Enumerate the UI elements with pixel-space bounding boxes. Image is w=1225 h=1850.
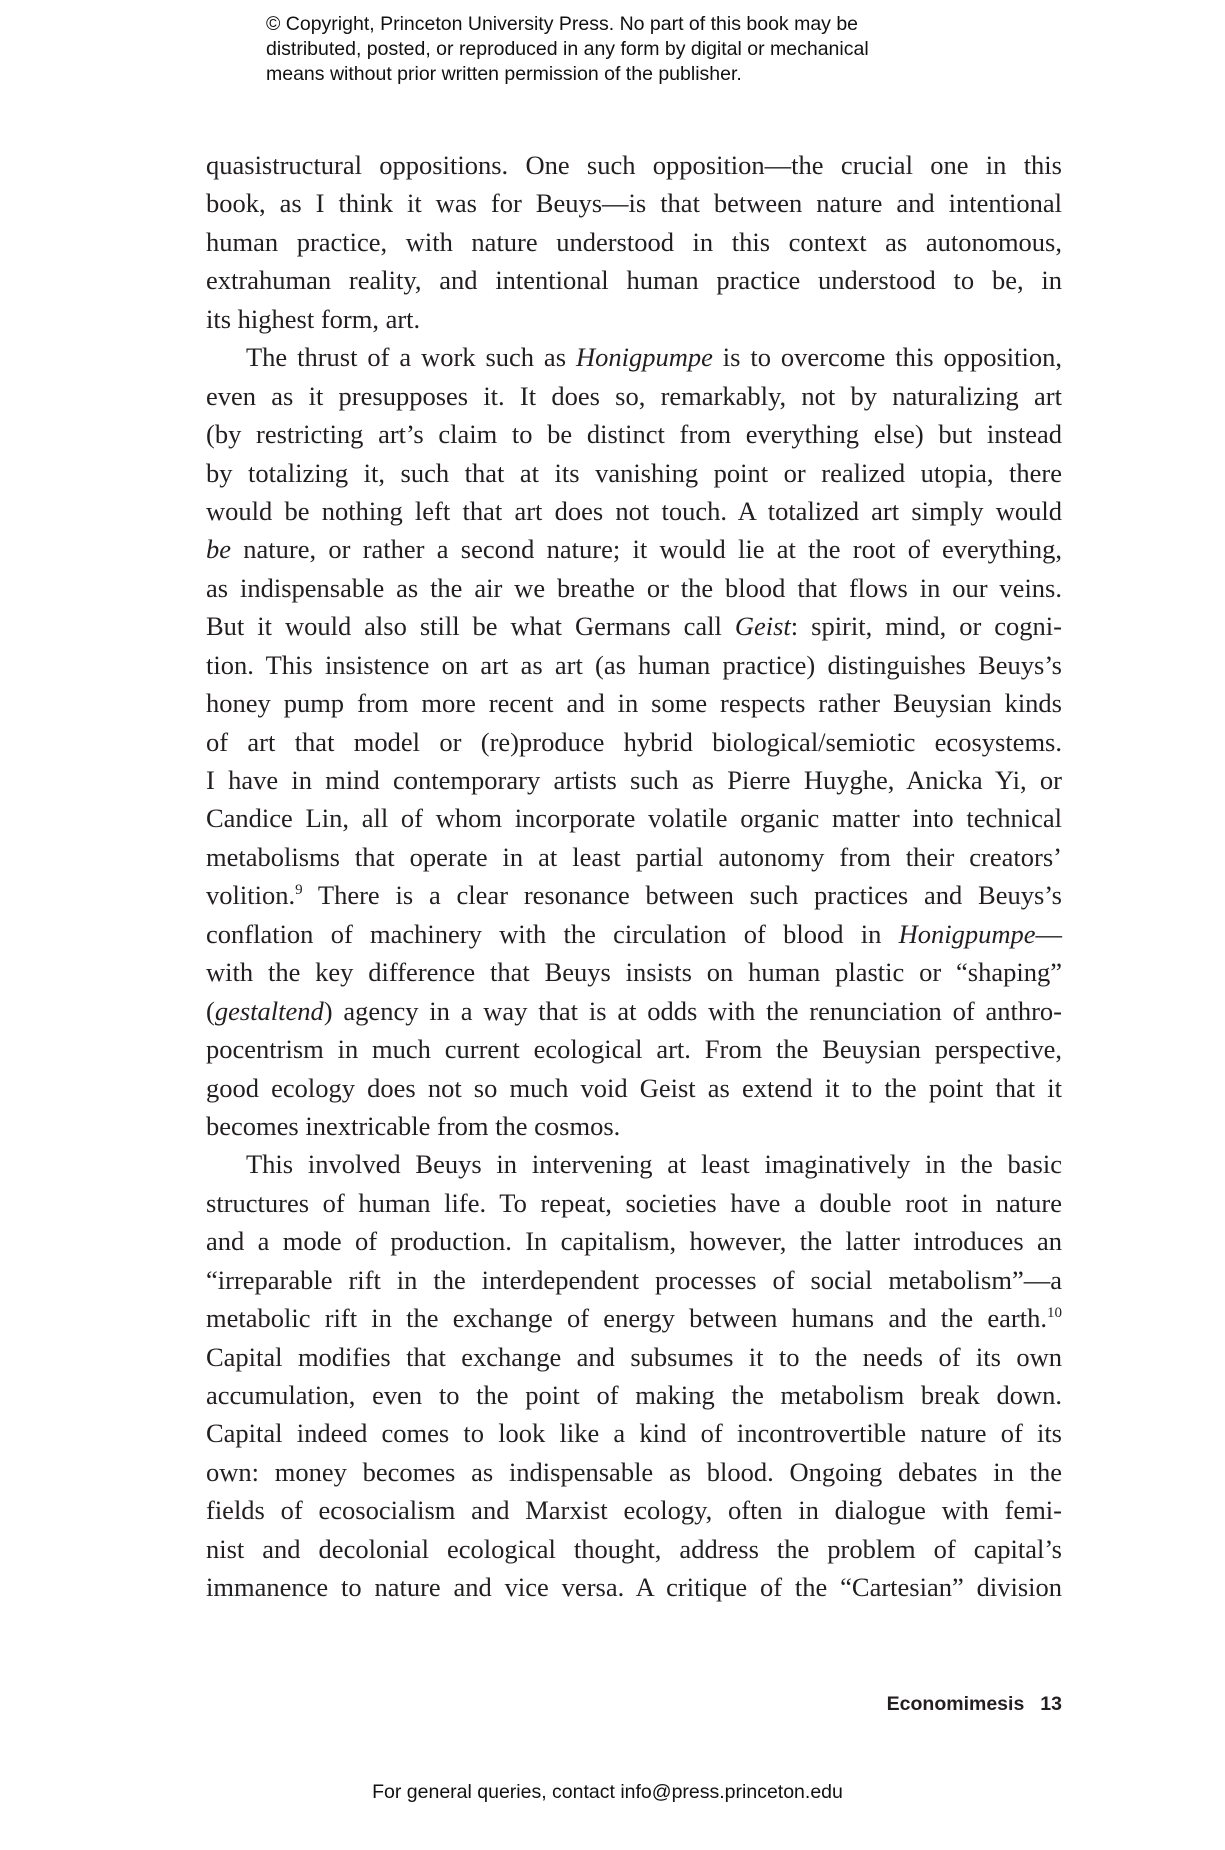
text-segment: There is a clear resonance between such practices and Beuys’s	[302, 880, 1062, 911]
text-segment: honey pump from more recent and in some respects rather Beuysian kinds	[206, 688, 1062, 719]
text-segment: book, as I think it was for Beuys—is that between nature and intentional	[206, 188, 1062, 219]
text-line	[206, 415, 1062, 453]
text-line	[206, 1222, 1062, 1260]
text-segment: nature, or rather a second nature; it would lie at the root of everything,	[231, 534, 1062, 565]
text-segment: with the key difference that Beuys insists on human plastic or “shaping”	[206, 957, 1062, 988]
text-line	[206, 1338, 1062, 1376]
text-segment: nist and decolonial ecological thought, address the problem of capital’s	[206, 1533, 1062, 1564]
text-segment: Capital indeed comes to look like a kind of incontrovertible nature of its	[206, 1418, 1062, 1449]
text-line	[206, 492, 1062, 530]
running-foot-title: Economimesis	[886, 1693, 1025, 1715]
text-line	[206, 723, 1062, 761]
text-segment: metabolic rift in the exchange of energy between humans and the earth.	[206, 1303, 1047, 1334]
copyright-line: distributed, posted, or reproduced in any form by digital or mechanical	[266, 38, 869, 60]
text-segment: Candice Lin, all of whom incorporate volatile organic matter into technical	[206, 803, 1062, 834]
text-segment: But it would also still be what Germans call	[206, 611, 735, 642]
text-line	[206, 1414, 1062, 1452]
text-segment: own: money becomes as indispensable as blood. Ongoing debates in the	[206, 1456, 1062, 1487]
text-segment: ) agency in a way that is at odds with the renunciation of anthro-	[323, 995, 1062, 1026]
text-segment: immanence to nature and vice versa. A critique of the “Cartesian” division	[206, 1572, 1062, 1603]
running-foot	[887, 1693, 1062, 1716]
text-line	[206, 876, 1062, 914]
text-line	[206, 1453, 1062, 1491]
copyright-notice	[266, 12, 1026, 87]
text-segment: becomes inextricable from the cosmos.	[206, 1110, 621, 1141]
body-text	[206, 146, 1062, 1607]
text-segment: of art that model or (re)produce hybrid biological/semiotic ecosystems.	[206, 726, 1062, 757]
text-line	[206, 1299, 1062, 1337]
text-segment: would be nothing left that art does not touch. A totalized art simply would	[206, 495, 1062, 526]
italic-text: Honigpumpe	[898, 918, 1036, 949]
text-segment: its highest form, art.	[206, 303, 421, 334]
text-segment: is to overcome this opposition,	[712, 342, 1063, 373]
text-segment: even as it presupposes it. It does so, remarkably, not by naturalizing art	[206, 380, 1062, 411]
text-segment: —	[1035, 918, 1062, 949]
text-line	[206, 300, 1062, 338]
text-line	[206, 1568, 1062, 1606]
text-line	[206, 992, 1062, 1030]
text-line	[206, 454, 1062, 492]
text-segment: (	[206, 995, 215, 1026]
text-segment: structures of human life. To repeat, societies have a double root in nature	[206, 1187, 1062, 1218]
italic-text: Geist	[734, 611, 791, 642]
text-segment: “irreparable rift in the interdependent processes of social metabolism”—a	[206, 1264, 1062, 1295]
italic-text: be	[206, 534, 232, 565]
text-segment: fields of ecosocialism and Marxist ecology, often in dialogue with femi-	[206, 1495, 1062, 1526]
text-segment: I have in mind contemporary artists such as Pierre Huyghe, Anicka Yi, or	[206, 765, 1062, 795]
text-line	[206, 1069, 1062, 1107]
text-line	[206, 569, 1062, 607]
text-line	[206, 377, 1062, 415]
text-line	[206, 1491, 1062, 1529]
text-line	[206, 530, 1062, 568]
text-segment: accumulation, even to the point of making the metabolism break down.	[206, 1380, 1062, 1410]
text-segment: metabolisms that operate in at least partial autonomy from their creators’	[206, 841, 1062, 872]
text-segment: and a mode of production. In capitalism, however, the latter introduces an	[206, 1226, 1062, 1257]
text-line	[206, 1107, 1062, 1145]
text-segment: good ecology does not so much void Geist as extend it to the point that it	[206, 1072, 1062, 1103]
text-line	[206, 1184, 1062, 1222]
text-line	[206, 1530, 1062, 1568]
text-line	[206, 146, 1062, 184]
text-segment: conflation of machinery with the circulation of blood in	[206, 918, 899, 949]
text-line	[206, 184, 1062, 222]
text-line	[206, 953, 1062, 991]
text-segment: (by restricting art’s claim to be distinct from everything else) but instead	[206, 419, 1062, 450]
text-line	[206, 261, 1062, 299]
text-line	[206, 684, 1062, 722]
text-line	[206, 338, 1062, 376]
text-line	[206, 799, 1062, 837]
text-segment: tion. This insistence on art as art (as human practice) distinguishes Beuys’s	[206, 649, 1062, 680]
text-line	[206, 838, 1062, 876]
text-line	[206, 646, 1062, 684]
text-segment: quasistructural oppositions. One such opposition—the crucial one in this	[206, 150, 1062, 180]
text-line	[206, 1376, 1062, 1414]
text-segment: volition.	[206, 880, 296, 911]
text-line	[206, 761, 1062, 799]
text-segment: as indispensable as the air we breathe or the blood that flows in our veins.	[206, 572, 1062, 603]
text-segment: Capital modifies that exchange and subsumes it to the needs of its own	[206, 1341, 1062, 1372]
text-line	[206, 1145, 1062, 1183]
text-segment: human practice, with nature understood in this context as autonomous,	[206, 226, 1062, 257]
text-segment: The thrust of a work such as	[246, 342, 576, 373]
italic-text: gestaltend	[214, 995, 324, 1026]
text-segment: by totalizing it, such that at its vanishing point or realized utopia, there	[206, 457, 1062, 488]
general-queries-footer: For general queries, contact info@press.princeton.edu	[372, 1781, 843, 1803]
copyright-line: © Copyright, Princeton University Press. No part of this book may be	[266, 13, 859, 35]
text-line	[206, 915, 1062, 953]
footnote-ref: 9	[295, 882, 303, 899]
text-segment: : spirit, mind, or cogni-	[790, 611, 1062, 642]
page-number: 13	[1040, 1693, 1062, 1715]
italic-text: Honigpumpe	[575, 342, 713, 373]
text-line	[206, 1261, 1062, 1299]
text-segment: extrahuman reality, and intentional human practice understood to be, in	[206, 265, 1062, 296]
text-line	[206, 607, 1062, 645]
footnote-ref: 10	[1047, 1305, 1062, 1322]
text-segment: This involved Beuys in intervening at least imaginatively in the basic	[246, 1149, 1062, 1180]
text-segment: pocentrism in much current ecological art. From the Beuysian perspective,	[206, 1034, 1062, 1065]
text-line	[206, 223, 1062, 261]
copyright-line: means without prior written permission of the publisher.	[266, 63, 742, 85]
text-line	[206, 1030, 1062, 1068]
